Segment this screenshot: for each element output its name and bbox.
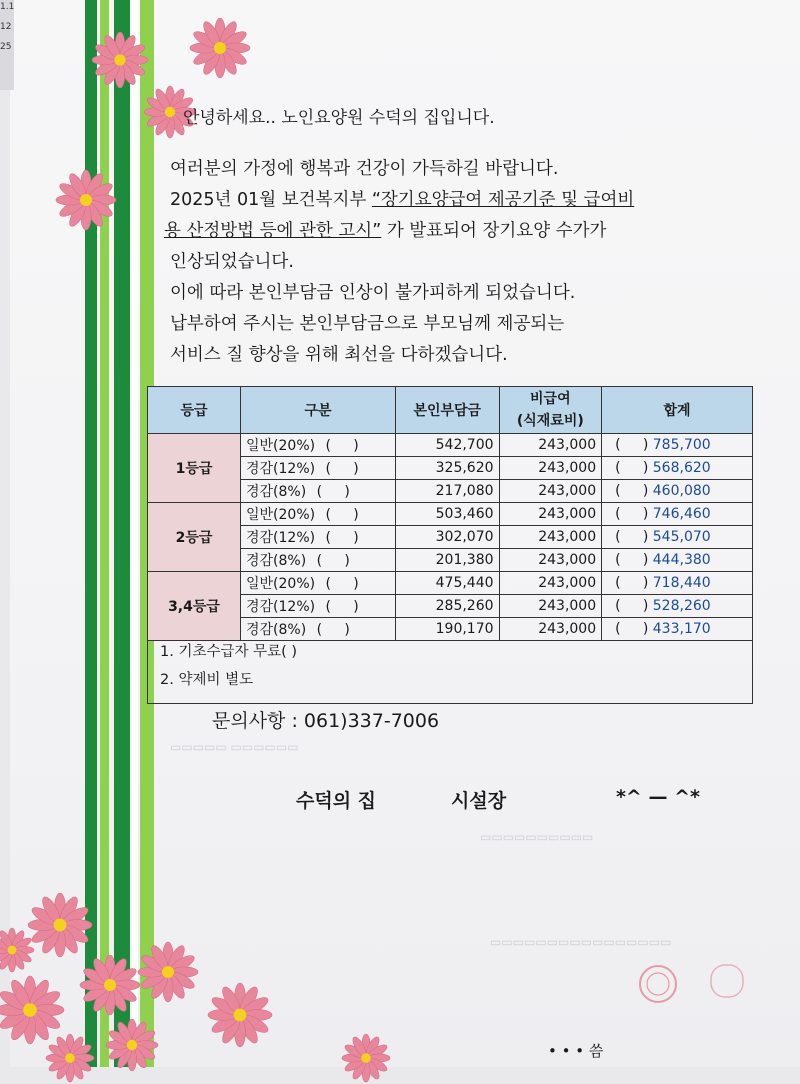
notice-body (164, 154, 635, 371)
total-value: 568,620 (652, 460, 711, 476)
header-type: 구분 (241, 387, 396, 434)
total-paren: ( ) (615, 483, 649, 499)
copay-cell: 217,080 (396, 480, 500, 503)
copay-cell: 325,620 (396, 457, 500, 480)
noncovered-cell: 243,000 (499, 618, 602, 641)
grade-cell: 2등급 (148, 503, 241, 572)
total-cell (602, 434, 753, 457)
header-copay: 본인부담금 (396, 387, 500, 434)
total-cell (602, 595, 753, 618)
copay-cell: 503,460 (396, 503, 500, 526)
copay-cell: 542,700 (396, 434, 500, 457)
total-value: 746,460 (652, 506, 711, 522)
emoticon: *^ — ^* (616, 786, 700, 808)
table-header-row (148, 387, 753, 434)
total-paren: ( ) (615, 506, 649, 522)
total-paren: ( ) (615, 529, 649, 545)
flower-icon (26, 891, 94, 959)
notice-line: 납부하여 주시는 본인부담금으로 부모님께 제공되는 (170, 314, 565, 334)
flower-icon (136, 940, 200, 1004)
flower-icon (78, 953, 142, 1017)
flower-icon (188, 16, 252, 80)
total-cell (602, 572, 753, 595)
type-paren: ( ) (316, 553, 350, 569)
flower-icon (0, 926, 36, 974)
flower-icon (90, 30, 150, 90)
noncovered-cell: 243,000 (499, 434, 602, 457)
flower-icon (340, 1032, 392, 1084)
flower-icon (206, 981, 274, 1049)
stamp-icon (706, 960, 750, 1004)
type-label: 경감(8%) (246, 484, 307, 500)
copay-cell: 190,170 (396, 618, 500, 641)
type-cell (241, 503, 396, 526)
type-cell (241, 457, 396, 480)
total-value: 460,080 (652, 483, 711, 499)
header-total: 합계 (602, 387, 753, 434)
grade-cell: 3,4등급 (148, 572, 241, 641)
bleed-through-text: ▭▭▭▭▭ ▭▭▭▭▭▭ (170, 740, 299, 754)
noncovered-cell: 243,000 (499, 595, 602, 618)
total-cell (602, 526, 753, 549)
type-paren: ( ) (325, 576, 359, 592)
total-value: 785,700 (652, 437, 711, 453)
director-title: 시설장 (451, 790, 507, 812)
copay-cell: 201,380 (396, 549, 500, 572)
edge-label: 25 (0, 42, 12, 52)
type-label: 일반(20%) (246, 438, 316, 454)
edge-label: 12 (0, 22, 12, 32)
total-value: 444,380 (652, 552, 711, 568)
note-item: 1. 기초수급자 무료( ) (160, 644, 298, 660)
green-stripe (114, 0, 130, 1067)
type-cell (241, 434, 396, 457)
type-label: 경감(8%) (246, 622, 307, 638)
type-cell (241, 526, 396, 549)
bleed-through-text: ▭▭▭▭▭▭▭▭▭▭ (480, 830, 594, 844)
type-paren: ( ) (325, 599, 359, 615)
type-cell (241, 595, 396, 618)
copay-cell: 285,260 (396, 595, 500, 618)
total-cell (602, 503, 753, 526)
notice-line: 이에 따라 본인부담금 인상이 불가피하게 되었습니다. (170, 283, 576, 303)
type-label: 경감(8%) (246, 553, 307, 569)
notice-line: 서비스 질 향상을 위해 최선을 다하겠습니다. (170, 345, 508, 365)
total-value: 718,440 (652, 575, 711, 591)
type-label: 경감(12%) (246, 461, 316, 477)
noncovered-cell: 243,000 (499, 526, 602, 549)
type-cell (241, 549, 396, 572)
org-name: 수덕의 집 (296, 790, 377, 812)
type-label: 경감(12%) (246, 599, 316, 615)
notice-text: 2025년 01월 보건복지부 (170, 190, 372, 210)
total-paren: ( ) (615, 437, 649, 453)
type-label: 일반(20%) (246, 576, 316, 592)
type-paren: ( ) (325, 461, 359, 477)
notice-text: 가 발표되어 장기요양 수가가 (381, 221, 607, 241)
type-label: 경감(12%) (246, 530, 316, 546)
regulation-title: 용 산정방법 등에 관한 고시” (164, 221, 382, 241)
total-cell (602, 549, 753, 572)
table-row (148, 503, 753, 526)
header-noncovered-line: 비급여 (530, 391, 571, 407)
greeting: 안녕하세요.. 노인요양원 수덕의 집입니다. (183, 108, 495, 128)
noncovered-cell: 243,000 (499, 549, 602, 572)
lightgreen-stripe (100, 0, 109, 1067)
type-paren: ( ) (325, 438, 359, 454)
total-paren: ( ) (615, 575, 649, 591)
type-paren: ( ) (316, 484, 350, 500)
table-row (148, 434, 753, 457)
copay-cell: 302,070 (396, 526, 500, 549)
noncovered-cell: 243,000 (499, 503, 602, 526)
type-cell (241, 572, 396, 595)
contact-info: 문의사항 : 061)337-7006 (212, 710, 440, 732)
total-paren: ( ) (615, 460, 649, 476)
type-paren: ( ) (316, 622, 350, 638)
notes-box (147, 630, 753, 704)
type-label: 일반(20%) (246, 507, 316, 523)
header-grade: 등급 (148, 387, 241, 434)
total-paren: ( ) (615, 598, 649, 614)
grade-cell: 1등급 (148, 434, 241, 503)
type-paren: ( ) (325, 530, 359, 546)
total-paren: ( ) (615, 621, 649, 637)
header-noncovered-line: (식재료비) (516, 413, 584, 429)
fee-table (147, 386, 753, 641)
notice-line (170, 185, 634, 216)
bottom-signature: • • • 씀 (548, 1042, 604, 1060)
total-value: 433,170 (652, 621, 711, 637)
notice-line: 인상되었습니다. (170, 252, 294, 272)
bleed-through-text: ▭▭▭▭▭▭▭▭▭▭▭▭▭▭▭▭ (490, 935, 672, 949)
total-cell (602, 480, 753, 503)
flower-icon (44, 1032, 96, 1084)
total-cell (602, 457, 753, 480)
notice-line: 여러분의 가정에 행복과 건강이 가득하길 바랍니다. (170, 159, 559, 179)
table-body (148, 434, 753, 641)
noncovered-cell: 243,000 (499, 480, 602, 503)
type-paren: ( ) (325, 507, 359, 523)
flower-icon (54, 168, 118, 232)
edge-label: 1.1 (0, 2, 15, 12)
white-stripe (132, 0, 138, 1067)
type-cell (241, 480, 396, 503)
regulation-title: “장기요양급여 제공기준 및 급여비 (371, 190, 635, 210)
notice-line (164, 216, 634, 247)
stamp-icon (636, 962, 680, 1006)
note-item: 2. 약제비 별도 (160, 672, 254, 688)
total-value: 528,260 (652, 598, 711, 614)
table-row (148, 572, 753, 595)
noncovered-cell: 243,000 (499, 457, 602, 480)
flower-icon (104, 1017, 160, 1073)
header-noncovered (499, 387, 602, 434)
copay-cell: 475,440 (396, 572, 500, 595)
noncovered-cell: 243,000 (499, 572, 602, 595)
total-value: 545,070 (652, 529, 711, 545)
total-paren: ( ) (615, 552, 649, 568)
